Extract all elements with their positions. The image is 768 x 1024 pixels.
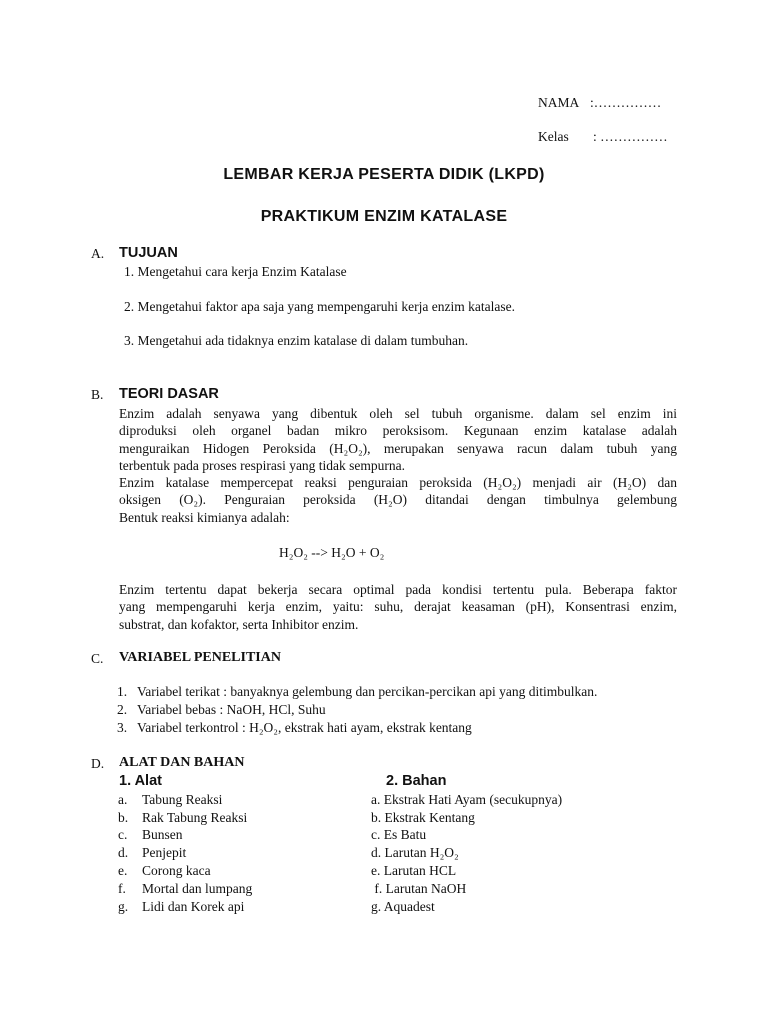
paragraph-line: oksigen (O₂). Penguraian peroksida (H₂O) ditandai dengan timbulnya gelembung [119, 492, 677, 508]
page-title: LEMBAR KERJA PESERTA DIDIK (LKPD) [223, 166, 545, 183]
bahan-item: b. Ekstrak Kentang [371, 810, 475, 825]
paragraph-line: terbentuk pada proses respirasi yang tidak sempurna. [119, 457, 406, 473]
variabel-num: 3. [117, 720, 128, 735]
alat-item: Lidi dan Korek api [142, 899, 245, 914]
bahan-item: f. Larutan NaOH [371, 881, 467, 896]
paragraph-line: substrat, dan kofaktor, serta Inhibitor enzim. [119, 616, 359, 632]
bahan-heading: 2. Bahan [386, 773, 447, 789]
bahan-item: c. Es Batu [371, 827, 427, 842]
alat-letter: b. [118, 810, 129, 825]
teori-paragraph-2 [119, 581, 677, 633]
paragraph-line: menguraikan Hidogen Peroksida (H₂O₂), merupakan senyawa racun dalam tubuh yang [119, 440, 677, 456]
variabel-item: Variabel bebas : NaOH, HCl, Suhu [137, 702, 326, 717]
alat-item: Rak Tabung Reaksi [142, 810, 248, 825]
bahan-item: e. Larutan HCL [371, 863, 457, 878]
kelas-label: Kelas [538, 129, 569, 144]
section-b-heading: TEORI DASAR [119, 386, 219, 402]
paragraph-line: Bentuk reaksi kimianya adalah: [119, 509, 290, 525]
alat-item: Corong kaca [142, 863, 211, 878]
bahan-item: a. Ekstrak Hati Ayam (secukupnya) [371, 792, 563, 807]
nama-field: :…………… [590, 95, 662, 110]
alat-letter: e. [118, 863, 128, 878]
alat-item: Mortal dan lumpang [142, 881, 253, 896]
bahan-item: g. Aquadest [371, 899, 435, 914]
tujuan-item: 2. Mengetahui faktor apa saja yang mempengaruhi kerja enzim katalase. [124, 299, 515, 314]
section-d-heading: ALAT DAN BAHAN [119, 755, 245, 770]
kelas-field: : …………… [593, 129, 668, 144]
tujuan-item: 1. Mengetahui cara kerja Enzim Katalase [124, 264, 347, 279]
section-d-letter: D. [91, 756, 105, 771]
variabel-item: Variabel terkontrol : H₂O₂, ekstrak hati ayam, ekstrak kentang [137, 720, 472, 735]
paragraph-line: Enzim tertentu dapat bekerja secara optimal pada kondisi tertentu pula. Beberapa faktor [119, 582, 677, 597]
alat-letter: g. [118, 899, 129, 914]
alat-letter: a. [118, 792, 128, 807]
variabel-num: 2. [117, 702, 128, 717]
variabel-num: 1. [117, 684, 128, 699]
alat-item: Bunsen [142, 827, 183, 842]
paragraph-line: diproduksi oleh organel badan mikro peroksisom. Kegunaan enzim katalase adalah [119, 423, 677, 439]
section-c-letter: C. [91, 651, 104, 666]
variabel-item: Variabel terikat : banyaknya gelembung dan percikan-percikan api yang ditimbulkan. [137, 684, 598, 699]
reaction-equation: H₂O₂ --> H₂O + O₂ [279, 545, 385, 560]
nama-label: NAMA [538, 95, 580, 110]
tujuan-item: 3. Mengetahui ada tidaknya enzim katalase di dalam tumbuhan. [124, 333, 469, 348]
paragraph-line: Enzim adalah senyawa yang dibentuk oleh sel tubuh organisme. dalam sel enzim ini [119, 406, 677, 421]
teori-paragraph-1 [119, 405, 677, 526]
paragraph-line: Enzim katalase mempercepat reaksi penguraian peroksida (H₂O₂) menjadi air (H₂O) dan [119, 475, 677, 491]
alat-item: Tabung Reaksi [142, 792, 223, 807]
section-c-heading: VARIABEL PENELITIAN [119, 650, 281, 665]
alat-item: Penjepit [142, 845, 187, 860]
alat-letter: f. [118, 881, 126, 896]
page-subtitle: PRAKTIKUM ENZIM KATALASE [260, 208, 508, 225]
alat-letter: d. [118, 845, 129, 860]
section-b-letter: B. [91, 387, 104, 402]
section-a-letter: A. [91, 246, 105, 261]
section-a-heading: TUJUAN [119, 245, 178, 261]
alat-letter: c. [118, 827, 128, 842]
alat-heading: 1. Alat [119, 773, 162, 789]
bahan-item: d. Larutan H₂O₂ [371, 845, 459, 860]
paragraph-line: yang mempengaruhi kerja enzim, yaitu: suhu, derajat keasaman (pH), Konsentrasi enzim, [119, 599, 677, 615]
